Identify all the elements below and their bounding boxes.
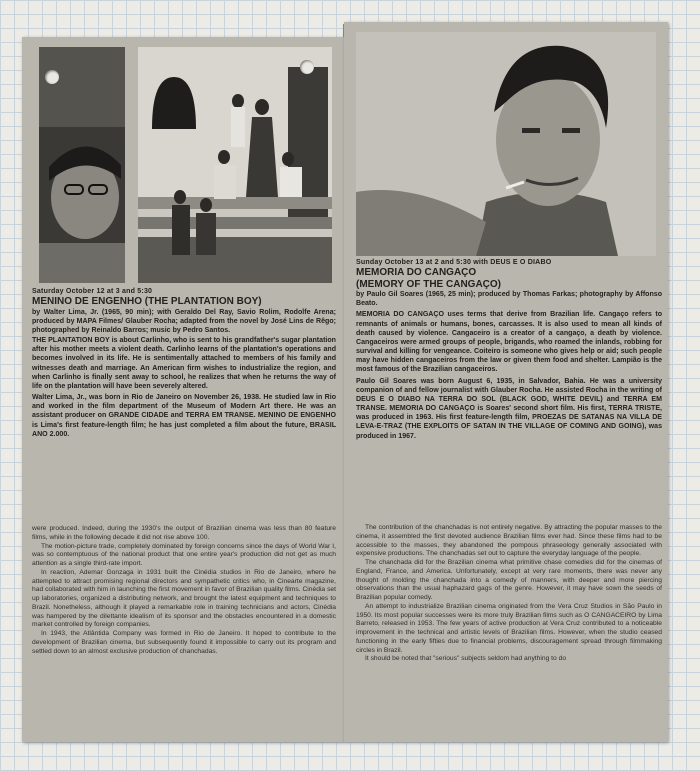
left-film-synopsis: THE PLANTATION BOY is about Carlinho, who is sent to his grandfather's sugar plantation after his mother meets a violent death. Carlinho learns of the plantation's operations and becomes involved in its life. He is sentimentally attached to members of his family and witnesses death and marriage. An American firm wishes to industrialize the region, and when Carlinho is finally sent away to school, he realizes that when he returns the way of life on the plantation will have been severely altered.	[32, 337, 336, 390]
left-film-credits: by Walter Lima, Jr. (1965, 90 min); with Geraldo Del Ray, Savio Rolim, Rodolfe Arena; produced by MAPA Filmes/ Glauber Rocha; adapted from the novel by José Lins de Rêgo; photographed by Reinaldo Barros; music by Pedro Santos.	[32, 308, 336, 334]
group-photo-steps	[138, 47, 332, 283]
left-history-paragraph: were produced. Indeed, during the 1930's the output of Brazilian cinema was less than 80 feature films, while in the following decade it did not rise above 100.	[32, 525, 336, 541]
right-film-subtitle: (MEMORY OF THE CANGAÇO)	[356, 278, 501, 290]
right-history-paragraph: The contribution of the chanchadas is not entirely negative. By attracting the popular masses to the cinema, it assembled the first devoted audience Brazilian films ever had. Since these films had to be accessible to the masses, they abandoned the pompous phraseology generally associated with expensive productions. The chanchadas set out to capture the everyday language of the people.	[356, 524, 662, 558]
punch-hole	[300, 60, 314, 74]
left-page	[22, 37, 344, 742]
left-history-paragraph: In reaction, Ademar Gonzaga in 1931 built the Cinédia studios in Rio de Janeiro, where he attempted to attract promising regional directors and sympathetic critics who, in Cinearte magazine, had collaborated with him in launching the first movement in favor of Brazilian quality films. Cinédia set up laboratories, organized a distributing network, and brought the latest equipment and techniques to Brazil. Nonetheless, although it played a remarkable role in training technicians and actors, Cinédia was hampered by the dilettante idealism of its sponsor and the obstacles encountered in a domestic market controlled by foreign companies.	[32, 568, 336, 629]
right-film-title: MEMORIA DO CANGAÇO	[356, 267, 477, 279]
portrait-photo-smoking	[356, 32, 656, 256]
right-history-paragraph: An attempt to industrialize Brazilian cinema originated from the Vera Cruz Studios in São Paulo in 1950. Its most popular successes were its more truly Brazilian films such as O CANGACEIRO by Lima Barreto, released in 1953. The few years of active production at Vera Cruz contributed to a noticeable improvement in the technical and artistic levels of Brazilian films. However, when the studio ceased functioning in the early fifties due to financial problems, discouragement spread through filmmaking circles in Brazil.	[356, 602, 662, 654]
left-film-block	[32, 287, 336, 439]
punch-hole	[45, 70, 59, 84]
right-film-credits: by Paulo Gil Soares (1965, 25 min); produced by Thomas Farkas; photography by Affonso Beato.	[356, 291, 662, 308]
left-history-text	[32, 525, 336, 656]
left-screening-time: Saturday October 12 at 3 and 5:30	[32, 288, 153, 295]
left-history-paragraph: In 1943, the Atlântida Company was formed in Rio de Janeiro. It hoped to contribute to the development of Brazilian cinema, but subsequently found it impossible to carry out its program and settled down to an almost exclusive production of chanchadas.	[32, 630, 336, 655]
right-page	[344, 22, 668, 742]
right-film-block	[356, 258, 662, 441]
right-history-paragraph: It should be noted that "serious" subjects seldom had anything to do	[365, 655, 567, 663]
right-film-synopsis: MEMORIA DO CANGAÇO uses terms that derive from Brazilian life. Cangaço refers to remnants of animals or humans, bones, carcasses. It is also used to mean all kinds of death caused by violence. Cangaceiro is a creator of a cangaço, a death by violence. Cangaceiros were armed groups of people, brigands, who roamed the inlands, robbing for survival and killing for vengeance. Coiteiro is someone who gives help or aid; such people may have hidden cangaceiros from the law or given them food and shelter. Lampião is the most famous of the Brazilian cangaceiros.	[356, 311, 662, 374]
right-history-paragraph: The chanchada did for the Brazilian cinema what primitive chase comedies did for the cinemas of England, France, and America. Unfortunately, except at very rare moments, there was never any thought of molding the chanchada into a comedy of manners, with deeper and more piercing observations than the usual haphazard gags of the genre. However, it may have sown the seeds of Brazilian popular comedy.	[356, 559, 662, 601]
right-history-text	[356, 524, 662, 664]
left-history-paragraph: The motion-picture trade, completely dominated by foreign concerns since the days of World War I, was so contemptuous of the national product that one entire year's production did not get as much attention as a single third-rate import.	[32, 542, 336, 567]
right-director-bio: Paulo Gil Soares was born August 6, 1935, in Salvador, Bahia. He was a university companion of and fellow journalist with Glauber Rocha. He assisted Rocha in the writing of DEUS E O DIABO NA TERRA DO SOL (BLACK GOD, WHITE DEVIL) and TERRA EM TRANSE. MEMORIA DO CANGAÇO is Soares' second short film. His first, TERRA TRISTE, was produced in 1963. His first feature-length film, PROEZAS DE SATANAS NA VILLA DE LEVA-E-TRAZ (THE EXPLOITS OF SATAN IN THE VILLAGE OF COMING AND GOING), was produced in 1967.	[356, 377, 662, 440]
right-screening-time: Sunday October 13 at 2 and 5:30 with DEUS E O DIABO	[356, 259, 552, 266]
left-director-bio: Walter Lima, Jr., was born in Rio de Janeiro on November 26, 1938. He studied law in Rio and worked in the film department of the Museum of Modern Art there. He was an assistant producer on GRANDE CIDADE and TERRA EM TRANSE. MENINO DE ENGENHO is Lima's first feature-length film; he has just completed a film about the future, BRASIL ANO 2.000.	[32, 394, 336, 438]
left-film-title: MENINO DE ENGENHO (THE PLANTATION BOY)	[32, 296, 262, 308]
